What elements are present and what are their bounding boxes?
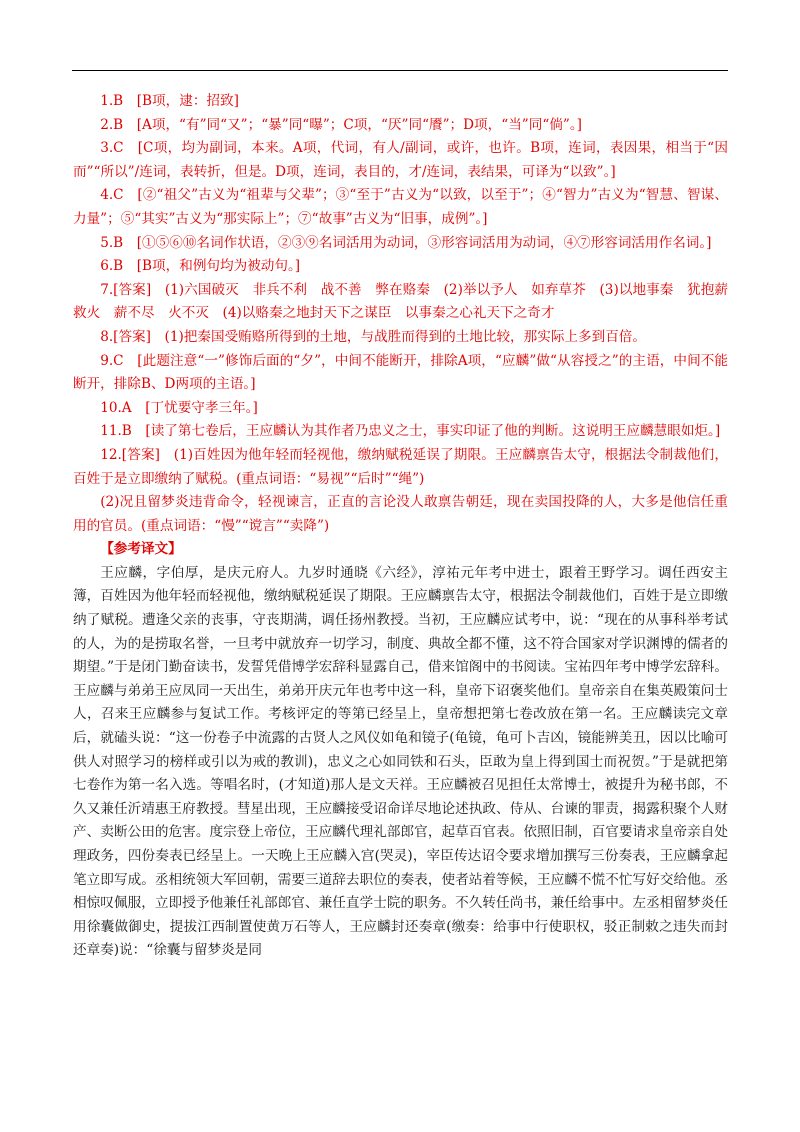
answer-11: 11.B [读了第七卷后，王应麟认为其作者乃忠义之士，事实印证了他的判断。这说明王应麟慧眼如炬。]: [100, 423, 721, 440]
answer-12-part-1: 12.[答案] (1)百姓因为他年轻而轻视他，缴纳赋税延误了期限。王应麟禀告太守，根据法令制裁他们，百姓于是立即缴纳了赋税。(重点词语：“易视”“后时”“绳”): [73, 446, 728, 487]
answer-2: 2.B [A项，“有”同“又”；“暴”同“曝”；C项，“厌”同“餍”；D项，“当”同“倘”。]: [100, 116, 582, 133]
answer-12-part-2: (2)况且留梦炎违背命令，轻视谏言，正直的言论没人敢禀告朝廷，现在卖国投降的人，大多是他信任重用的官员。(重点词语：“慢”“谠言”“卖降”): [73, 494, 728, 534]
translation-heading: 【参考译文】: [100, 541, 182, 558]
answer-9: 9.C [此题注意“一”修饰后面的“夕”，中间不能断开，排除A项，“应麟”做“从容授之”的主语，中间不能断开，排除B、D两项的主语。]: [73, 352, 728, 393]
answer-8: 8.[答案] (1)把秦国受贿赂所得到的土地，与战胜而得到的土地比较，那实际上多到百倍。: [100, 328, 646, 345]
answer-1: 1.B [B项，逮：招致]: [100, 93, 239, 109]
header-rule: [72, 70, 728, 71]
translation-text: 王应麟，字伯厚，是庆元府人。九岁时通晓《六经》，淳祐元年考中进士，跟着王野学习。调任西安主簿，百姓因为他年轻而轻视他，缴纳赋税延误了期限。王应麟禀告太守，根据法令制裁他们，百姓于是立即缴纳了赋税。遭逢父亲的丧事，守丧期满，调任扬州教授。当初，王应麟应试考中，说：“现在的从事科举考试的人，为的是捞取名誉，一旦考中就放弃一切学习，制度、典故全都不懂，这不符合国家对学识渊博的儒者的期望。”于是闭门勤奋读书，发誓凭借博学宏辞科显露自己，借来馆阁中的书阅读。宝祐四年考中博学宏辞科。王应麟与弟弟王应凤同一天出生，弟弟开庆元年也考中这一科，皇帝下诏褒奖他们。皇帝亲自在集英殿策问士人，召来王应麟参与复试工作。考核评定的等第已经呈上，皇帝想把第七卷改放在第一名。王应麟读完文章后，就磕头说：“这一份卷子中流露的古贤人之风仪如龟和镜子(龟镜，龟可卜吉凶，镜能辨美丑，因以比喻可供人对照学习的榜样或引以为戒的教训)，忠义之心如同铁和石头，臣敢为皇上得到国士而祝贺。”于是就把第七卷作为第一名入选。等唱名时，(才知道)那人是文天祥。王应麟被召见担任太常博士，被提升为秘书郎，不久又兼任沂靖惠王府教授。彗星出现，王应麟接受诏命详尽地论述执政、侍从、台谏的罪责，揭露积聚个人财产、卖断公田的危害。度宗登上帝位，王应麟代理礼部郎官，起草百官表。依照旧制，百官要请求皇帝亲自处理政务，四份奏表已经呈上。一天晚上王应麟入宫(哭灵)，宰臣传达诏令要求增加撰写三份奏表，王应麟拿起笔立即写成。丞相统领大军回朝，需要三道辞去职位的奏表，使者站着等候，王应麟不慌不忙写好交给他。丞相惊叹佩服，立即授予他兼任礼部郎官、兼任直学士院的职务。不久转任尚书，兼任给事中。左丞相留梦炎任用徐囊做御史，提拔江西制置使黄万石等人，王应麟封还奏章(缴奏：给事中行使职权，驳正制敕之违失而封还章奏)说：“徐囊与留梦炎是同: [73, 564, 728, 959]
answer-5: 5.B [①⑤⑥⑩名词作状语，②③⑨名词活用为动词，③形容词活用为动词，④⑦形容词活用作名词。]: [100, 234, 712, 251]
page-body: [73, 90, 728, 963]
translation-section: [73, 562, 728, 963]
answer-7: 7.[答案] (1)六国破灭 非兵不利 战不善 弊在赂秦 (2)举以予人 如弃草芥 (3)以地事秦 犹抱薪救火 薪不尽 火不灭 (4)以赂秦之地封天下之谋臣 以事秦之心礼天下之奇才: [73, 281, 728, 322]
answer-10: 10.A [丁忧要守孝三年。]: [100, 399, 258, 416]
answer-4: 4.C [②“祖父”古义为“祖辈与父辈”；③“至于”古义为“以致，以至于”；④“智力”古义为“智慧、智谋、力量”；⑤“其实”古义为“那实际上”；⑦“故事”古义为“旧事，成例”。]: [73, 187, 728, 227]
answer-6: 6.B [B项，和例句均为被动句。]: [100, 258, 301, 275]
answer-3: 3.C [C项，均为副词，本来。A项，代词，有人/副词，或许，也许。B项，连词，表因果，相当于“因而”“所以”/连词，表转折，但是。D项，连词，表目的，才/连词，表结果，可译为“以致”。]: [73, 140, 728, 180]
